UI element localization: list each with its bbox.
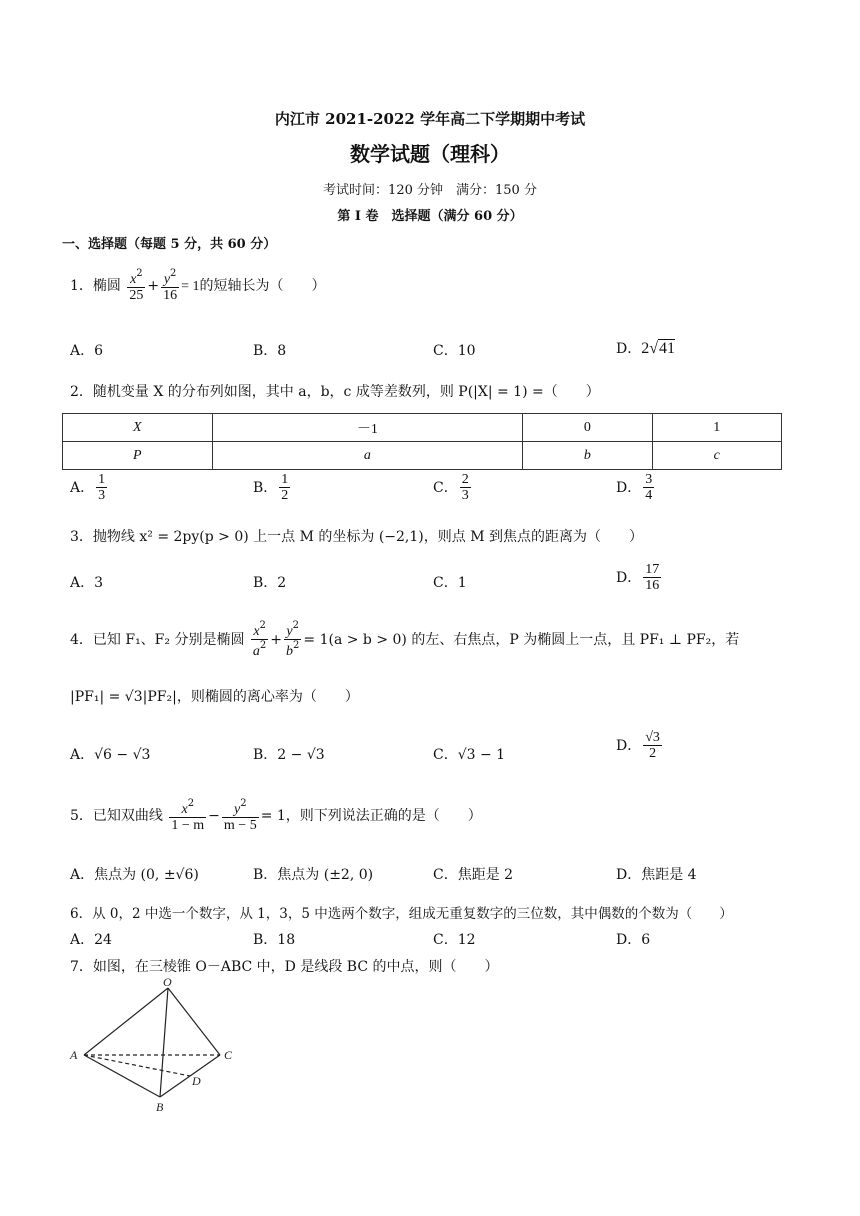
question-4: 4．已知 F₁、F₂ 分别是椭圆 $\frac{x^2}{a^2}$ + $\frac{y^2}{b^2}$ = 1(a > b > 0) 的左、右焦点，P 为椭圆上一点，且 PF₁ ⊥ PF₂，若 — [70, 620, 740, 660]
denominator: m − 5 — [223, 818, 257, 834]
option-label: D． — [616, 737, 642, 754]
option-d: D．2√41 — [616, 340, 676, 357]
question-5: 5．已知双曲线 $\frac{x^2}{1 - m}$ − $\frac{y^2}{m - 5}$ = 1，则下列说法正确的是（ ） — [70, 798, 482, 834]
denominator: 1 − m — [171, 818, 205, 834]
edge-oc — [168, 988, 220, 1055]
table-row — [63, 414, 782, 442]
option-b: B．18 — [253, 932, 296, 948]
question-4-line2: |PF₁| = √3|PF₂|，则椭圆的离心率为（ ） — [70, 689, 359, 705]
fraction: $\frac{y^2}{16}$ — [163, 268, 178, 304]
option-a: A．√6 − √3 — [70, 747, 151, 763]
question-text: = 1(a > b > 0) 的左、右焦点，P 为椭圆上一点，且 PF₁ ⊥ PF₂，若 — [303, 631, 740, 648]
numerator: 3 — [645, 472, 653, 487]
option-c — [433, 472, 473, 504]
fraction: $\frac{x^2}{25}$ — [129, 268, 144, 304]
vertex-label-a: A — [70, 1048, 78, 1062]
fraction: $\frac{y^2}{m - 5}$ — [223, 798, 257, 834]
denominator: b — [286, 644, 294, 660]
numerator: x — [253, 624, 260, 639]
numerator: 17 — [645, 562, 660, 577]
coefficient: 2 — [641, 340, 650, 357]
vertex-label-d: D — [192, 1074, 201, 1088]
fraction: $\frac{y^2}{b^2}$ — [286, 620, 300, 660]
numerator: y — [163, 272, 171, 287]
denominator: 3 — [461, 488, 469, 504]
numerator: 1 — [281, 472, 289, 487]
numerator: 1 — [98, 472, 106, 487]
tetrahedron-figure — [60, 975, 250, 1115]
option-label: C． — [433, 479, 458, 496]
option-a — [70, 472, 109, 504]
numerator: y — [286, 624, 293, 639]
denominator: 16 — [163, 288, 178, 304]
question-1: 1．椭圆 $\frac{x^2}{25}$ + $\frac{y^2}{16}$ = 1的短轴长为（ ） — [70, 268, 326, 304]
numerator: y — [234, 802, 241, 817]
option-b: B．2 − √3 — [253, 747, 325, 763]
vertex-label-c: C — [224, 1048, 233, 1062]
question-number: 1． — [70, 277, 93, 294]
table-cell: b — [523, 442, 652, 470]
option-b: B．2 — [253, 575, 287, 591]
table-cell: 1 — [652, 414, 781, 442]
numerator: x — [130, 272, 137, 287]
denominator: 2 — [649, 746, 657, 762]
question-3: 3．抛物线 x² = 2py(p > 0) 上一点 M 的坐标为 (−2,1)，则点 M 到焦点的距离为（ ） — [70, 529, 643, 545]
option-d: D．6 — [616, 932, 651, 948]
option-d — [616, 472, 656, 504]
part-heading: 第 I 卷 选择题（满分 60 分） — [337, 209, 523, 224]
table-row — [63, 442, 782, 470]
fraction: $\frac{x^2}{a^2}$ — [252, 620, 267, 660]
equation-rhs: = 1 — [181, 278, 200, 294]
vertex-label-b: B — [156, 1100, 164, 1114]
question-text: 5．已知双曲线 — [70, 807, 163, 824]
question-7: 7．如图，在三棱锥 O－ABC 中，D 是线段 BC 的中点，则（ ） — [70, 959, 499, 975]
option-label: A． — [70, 479, 95, 496]
table-cell: c — [652, 442, 781, 470]
option-b — [253, 472, 292, 504]
option-c: C．1 — [433, 575, 467, 591]
denominator: 2 — [281, 488, 289, 504]
vertex-label-o: O — [163, 975, 172, 989]
edge-ob — [160, 988, 168, 1097]
table-cell: 0 — [523, 414, 652, 442]
numerator: 2 — [461, 472, 469, 487]
denominator: a — [252, 644, 260, 660]
option-label: D． — [616, 569, 642, 586]
radicand: 41 — [659, 340, 676, 357]
question-text: 椭圆 — [92, 277, 121, 294]
option-c: C．焦距是 2 — [433, 867, 514, 883]
question-text: = 1，则下列说法正确的是（ ） — [260, 807, 482, 824]
exam-title: 内江市 2021-2022 学年高二下学期期中考试 — [274, 110, 586, 128]
option-label: B． — [253, 479, 278, 496]
denominator: 4 — [645, 488, 653, 504]
option-c: C．√3 − 1 — [433, 747, 506, 763]
option-c: C．10 — [433, 343, 476, 359]
option-d — [616, 730, 664, 762]
option-d: D．焦距是 4 — [616, 867, 697, 883]
option-a: A．3 — [70, 575, 104, 591]
option-c: C．12 — [433, 932, 476, 948]
edge-oa — [84, 988, 168, 1055]
numerator: x — [181, 802, 188, 817]
option-d — [616, 562, 663, 594]
numerator: √3 — [645, 730, 660, 745]
table-cell: a — [212, 442, 523, 470]
table-cell: －1 — [212, 414, 523, 442]
denominator: 25 — [129, 288, 144, 304]
option-a: A．焦点为 (0, ±√6) — [70, 867, 199, 883]
option-label: D． — [616, 479, 642, 496]
option-a: A．6 — [70, 343, 104, 359]
question-6: 6．从 0，2 中选一个数字，从 1，3，5 中选两个数字，组成无重复数字的三位数，其中偶数的个数为（ ） — [70, 906, 733, 922]
subject-title: 数学试题（理科） — [350, 142, 510, 166]
denominator: 16 — [645, 578, 660, 594]
distribution-table — [62, 413, 782, 470]
exam-info: 考试时间：120 分钟 满分：150 分 — [323, 183, 537, 198]
segment-ad — [84, 1055, 190, 1076]
denominator: 3 — [98, 488, 106, 504]
fraction: $\frac{x^2}{1 - m}$ — [171, 798, 205, 834]
question-2: 2．随机变量 X 的分布列如图，其中 a，b，c 成等差数列，则 P(|X| = 1) =（ ） — [70, 384, 600, 400]
section-heading: 一、选择题（每题 5 分，共 60 分） — [62, 237, 277, 252]
option-b: B．焦点为 (±2, 0) — [253, 867, 374, 883]
option-label: D． — [616, 341, 642, 357]
question-text: 的短轴长为（ ） — [199, 277, 326, 294]
table-cell: P — [63, 442, 213, 470]
option-b: B．8 — [253, 343, 287, 359]
option-a: A．24 — [70, 932, 112, 948]
question-text: 4．已知 F₁、F₂ 分别是椭圆 — [70, 631, 245, 648]
edge-ab — [84, 1055, 160, 1097]
table-cell: X — [63, 414, 213, 442]
